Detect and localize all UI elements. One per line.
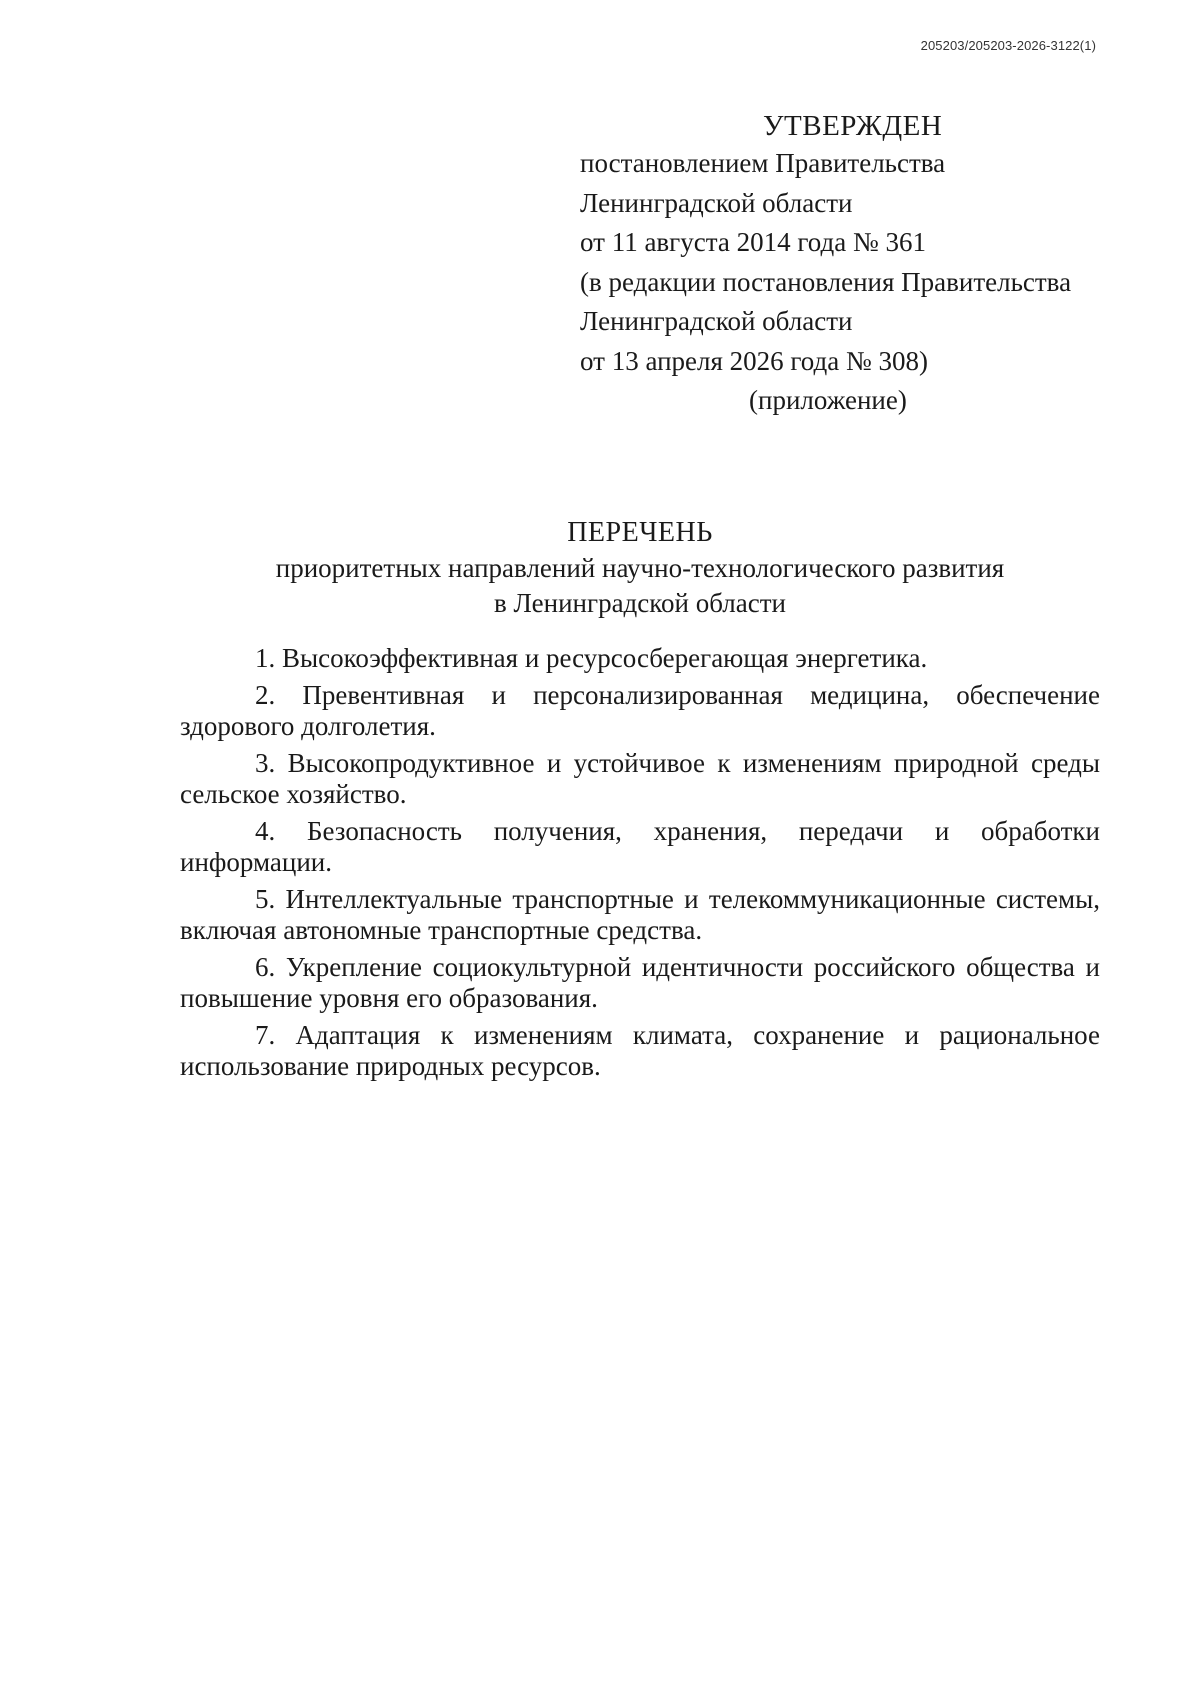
list-title: ПЕРЕЧЕНЬ [567,517,713,548]
document-registration-number: 205203/205203-2026-3122(1) [920,38,1096,53]
list-item: 6. Укрепление социокультурной идентичности российского общества и повышение уровня его образования. [180,952,1100,1013]
approval-line: Ленинградской области [580,187,853,218]
list-item: 1. Высокоэффективная и ресурсосберегающая энергетика. [255,643,928,673]
approval-title: УТВЕРЖДЕН [763,110,943,142]
approval-stamp-block [580,108,1120,421]
approval-line: от 11 августа 2014 года № 361 [580,227,926,257]
list-subtitle-line: в Ленинградской области [494,588,786,618]
approval-line: Ленинградской области [580,306,853,336]
approval-line: постановлением Правительства [580,148,946,178]
list-heading [180,515,1100,621]
list-item: 2. Превентивная и персонализированная медицина, обеспечение здорового долголетия. [180,680,1100,741]
list-item: 5. Интеллектуальные транспортные и телекоммуникационные системы, включая автономные транспортные средства. [180,884,1100,945]
list-item: 4. Безопасность получения, хранения, передачи и обработки информации. [180,816,1100,877]
approval-appendix-note: (приложение) [749,385,907,415]
approval-line: от 13 апреля 2026 года № 308) [580,345,928,376]
priority-directions-list [180,643,1100,1088]
list-subtitle-line: приоритетных направлений научно-технологического развития [275,553,1005,583]
approval-line: (в редакции постановления Правительства [580,266,1072,297]
list-item: 3. Высокопродуктивное и устойчивое к изменениям природной среды сельское хозяйство. [180,748,1100,809]
list-item: 7. Адаптация к изменениям климата, сохранение и рациональное использование природных ресурсов. [180,1020,1100,1081]
